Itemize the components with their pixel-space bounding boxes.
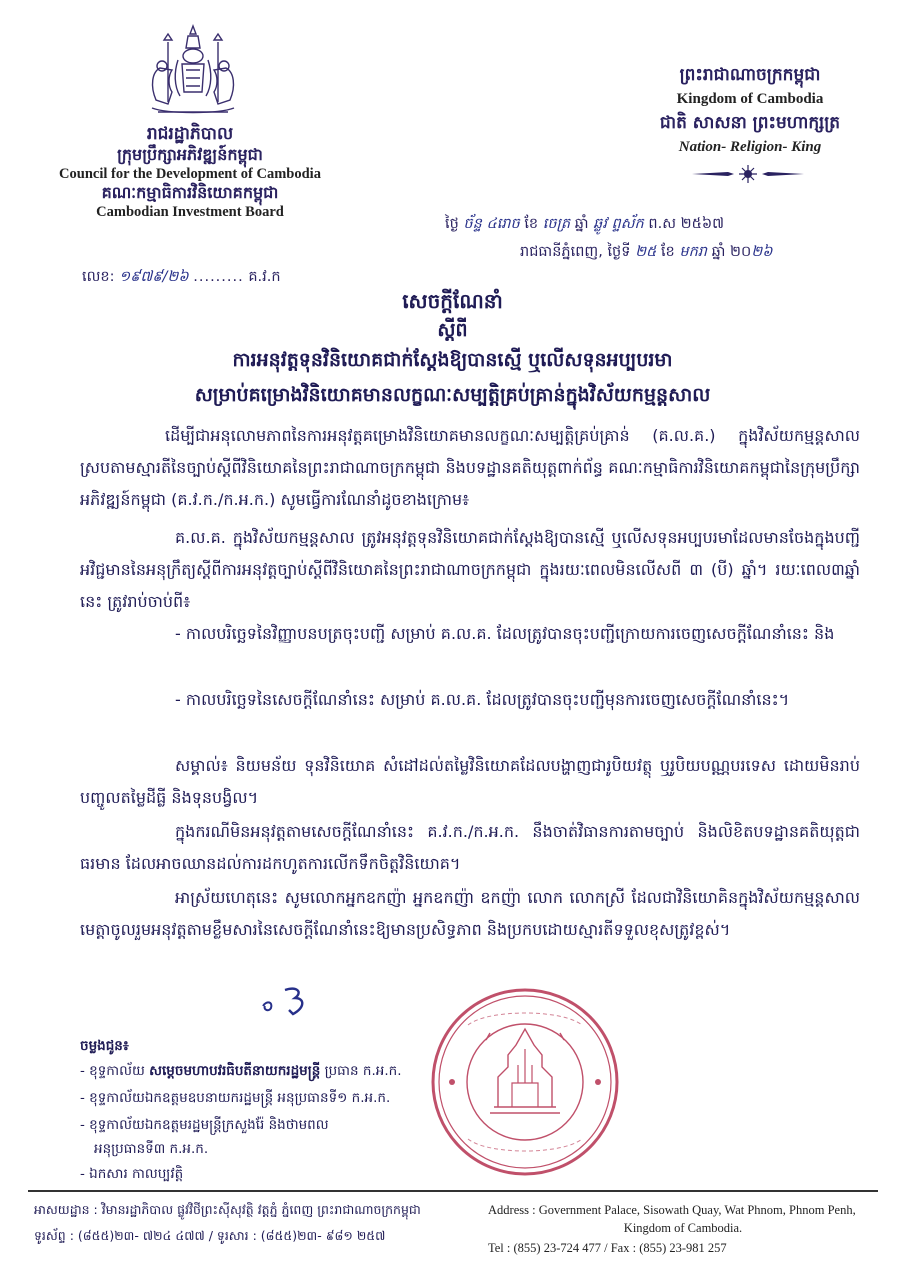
body-paragraph-closing: អាស្រ័យហេតុនេះ សូមលោកអ្នកឧកញ៉ា អ្នកឧកញ៉ា ឧកញ៉ា លោក លោកស្រី ដែលជាវិនិយោគិនក្នុងវិស័យកម្មន្តសាល មេត្តាចូលរួមអនុវត្តតាមខ្លឹមសារនៃសេចក្ដីណែនាំនេះឱ្យមានប្រសិទ្ធភាព និងប្រកបដោយស្មារតីទទួលខុសត្រូវខ្ពស់។ bbox=[80, 888, 860, 939]
official-seal-icon bbox=[428, 985, 623, 1180]
solar-date-day: ២៥ bbox=[635, 244, 657, 260]
reference-label: លេខ: bbox=[82, 269, 115, 285]
cc-item-1-role: ប្រធាន ក.អ.ក. bbox=[324, 1063, 402, 1079]
left-header bbox=[30, 124, 350, 222]
signature-mark-icon bbox=[255, 980, 325, 1020]
cc-item-2: - ខុទ្ទកាល័យឯកឧត្តមឧបនាយករដ្ឋមន្ត្រី អនុប្រធានទី១ ក.អ.ក. bbox=[80, 1090, 391, 1106]
footer-address-en-2: Kingdom of Cambodia. bbox=[623, 1221, 743, 1235]
footer-phone-km: ទូរស័ព្ទ : (៨៥៥)២៣- ៧២៤ ៤៧៧ / ទូរសារ : (៨៥៥)២៣- ៩៨១ ២៥៧ bbox=[34, 1228, 386, 1243]
body-paragraph-note: សម្គាល់៖ និយមន័យ ទុនវិនិយោគ សំដៅដល់តម្លៃវិនិយោគដែលបង្ហាញជារូបិយវត្ថុ ឬរូបិយបណ្ណបរទេស ដោយមិនរាប់បញ្ចូលតម្លៃដីធ្លី និងទុនបង្វិល។ bbox=[80, 756, 860, 807]
kingdom-label-en: Kingdom of Cambodia bbox=[676, 91, 824, 107]
solar-date-prefix: រាជធានីភ្នំពេញ, ថ្ងៃទី bbox=[520, 244, 631, 260]
lunar-date-day: ច័ន្ទ ៤រោច bbox=[463, 216, 520, 232]
solar-date-year-label: ឆ្នាំ ២០ bbox=[711, 244, 752, 260]
cc-item-3: - ខុទ្ទកាល័យឯកឧត្តមរដ្ឋមន្ត្រីក្រសួងរ៉ែ និងថាមពល bbox=[80, 1117, 329, 1133]
lunar-date-year-label: ឆ្នាំ bbox=[574, 216, 589, 232]
council-label-km: ក្រុមប្រឹក្សាអភិវឌ្ឍន៍កម្ពុជា bbox=[117, 145, 263, 165]
lunar-date-era: ព.ស ២៥៦៧ bbox=[648, 216, 725, 232]
government-label-km: រាជរដ្ឋាភិបាល bbox=[146, 124, 234, 144]
right-header bbox=[620, 62, 880, 158]
reference-number: លេខ: ១៩៧៩/២៦ ......... គ.វ.ក bbox=[82, 269, 281, 285]
document-subject-line-2: សម្រាប់គម្រោងវិនិយោគមានលក្ខណៈសម្បត្តិគ្រប់គ្រាន់ក្នុងវិស័យកម្មន្តសាល bbox=[194, 384, 711, 406]
lunar-date-prefix: ថ្ងៃ bbox=[445, 216, 459, 232]
lunar-date-year: ឆ្លូវ ព្ទស័ក bbox=[593, 216, 644, 232]
ornament-divider-icon bbox=[688, 164, 808, 184]
document-title: សេចក្ដីណែនាំ bbox=[402, 289, 503, 313]
motto-label-km: ជាតិ សាសនា ព្រះមហាក្សត្រ bbox=[659, 113, 841, 133]
council-label-en: Council for the Development of Cambodia bbox=[59, 166, 321, 183]
solar-date bbox=[520, 243, 773, 264]
solar-date-year: ២៦ bbox=[751, 244, 773, 260]
cc-item-1-recipient: សម្ដេចមហាបវរធិបតីនាយករដ្ឋមន្ត្រី bbox=[149, 1063, 321, 1079]
body-paragraph-enforcement: ក្នុងករណីមិនអនុវត្តតាមសេចក្ដីណែនាំនេះ គ.វ.ក./ក.អ.ក. នឹងចាត់វិធានការតាមច្បាប់ និងលិខិតបទដ្ឋានគតិយុត្តជាធរមាន ដែលអាចឈានដល់ការដកហូតការលើកទឹកចិត្តវិនិយោគ។ bbox=[80, 822, 860, 873]
solar-date-month: មករា bbox=[679, 244, 707, 260]
document-subject-line-1: ការអនុវត្តទុនវិនិយោគជាក់ស្ដែងឱ្យបានស្មើ ឬលើសទុនអប្បបរមា bbox=[232, 349, 673, 371]
body-bullet-2: - កាលបរិច្ឆេទនៃសេចក្ដីណែនាំនេះ សម្រាប់ គ.ល.គ. ដែលត្រូវបានចុះបញ្ជីមុនការចេញសេចក្ដីណែនាំនេះ។ bbox=[175, 690, 790, 709]
board-label-km: គណៈកម្មាធិការវិនិយោគកម្ពុជា bbox=[101, 183, 279, 203]
lunar-date-month-label: ខែ bbox=[524, 216, 539, 232]
body-bullet-1: - កាលបរិច្ឆេទនៃវិញ្ញាបនបត្រចុះបញ្ជី សម្រាប់ គ.ល.គ. ដែលត្រូវបានចុះបញ្ជីក្រោយការចេញសេចក្ដីណែនាំនេះ និង bbox=[175, 624, 835, 643]
motto-label-en: Nation- Religion- King bbox=[678, 139, 822, 155]
footer-address-km: អាសយដ្ឋាន : វិមានរដ្ឋាភិបាល ផ្លូវវិថីព្រះស៊ីសុវត្ថិ វត្តភ្នំ ភ្នំពេញ ព្រះរាជាណាចក្រកម្ពុជា bbox=[34, 1202, 421, 1217]
reference-value: ១៩៧៩/២៦ bbox=[119, 269, 189, 285]
kingdom-label-km: ព្រះរាជាណាចក្រកម្ពុជា bbox=[679, 65, 821, 85]
body-paragraph-requirement: គ.ល.គ. ក្នុងវិស័យកម្មន្តសាល ត្រូវអនុវត្តទុនវិនិយោគជាក់ស្ដែងឱ្យបានស្មើ ឬលើសទុនអប្បបរមាដែលមានចែងក្នុងបញ្ជីអវិជ្ជមាននៃអនុក្រឹត្យស្ដីពីការអនុវត្តច្បាប់ស្ដីពីវិនិយោគនៃព្រះរាជាណាចក្រកម្ពុជា ក្នុងរយៈពេលមិនលើសពី ៣ (បី) ឆ្នាំ។ រយៈពេល៣ឆ្នាំនេះ ត្រូវរាប់ចាប់ពី៖ bbox=[80, 528, 860, 611]
footer-phone-en: Tel : (855) 23-724 477 / Fax : (855) 23-981 257 bbox=[488, 1241, 727, 1255]
cc-heading: ចម្លងជូន៖ bbox=[80, 1038, 129, 1054]
lunar-date-month: ចេត្រ bbox=[542, 216, 571, 232]
cc-item-1 bbox=[80, 1060, 401, 1082]
footer-address-en-1: Address : Government Palace, Sisowath Quay, Wat Phnom, Phnom Penh, bbox=[488, 1203, 856, 1217]
cc-item-3-role: អនុប្រធានទី៣ ក.អ.ក. bbox=[94, 1141, 209, 1157]
royal-coat-of-arms-icon bbox=[138, 22, 248, 122]
document-subject-label: ស្ដីពី bbox=[437, 319, 468, 341]
reference-suffix: គ.វ.ក bbox=[248, 269, 281, 285]
solar-date-month-label: ខែ bbox=[660, 244, 675, 260]
cc-item-4: - ឯកសារ កាលប្បវត្តិ bbox=[80, 1166, 184, 1182]
lunar-date bbox=[445, 215, 724, 236]
body-paragraph-intro: ដើម្បីជាអនុលោមភាពនៃការអនុវត្តគម្រោងវិនិយោគមានលក្ខណៈសម្បត្តិគ្រប់គ្រាន់ (គ.ល.គ.) ក្នុងវិស័យកម្មន្តសាល ស្របតាមស្មារតីនៃច្បាប់ស្ដីពីវិនិយោគនៃព្រះរាជាណាចក្រកម្ពុជា និងបទដ្ឋានគតិយុត្តពាក់ព័ន្ធ គណៈកម្មាធិការវិនិយោគកម្ពុជានៃក្រុមប្រឹក្សាអភិវឌ្ឍន៍កម្ពុជា (គ.វ.ក./ក.អ.ក.) សូមធ្វើការណែនាំដូចខាងក្រោម៖ bbox=[80, 426, 860, 509]
footer-divider bbox=[28, 1190, 878, 1192]
board-label-en: Cambodian Investment Board bbox=[96, 204, 284, 221]
cc-item-1-prefix: - ខុទ្ទកាល័យ bbox=[80, 1063, 145, 1079]
